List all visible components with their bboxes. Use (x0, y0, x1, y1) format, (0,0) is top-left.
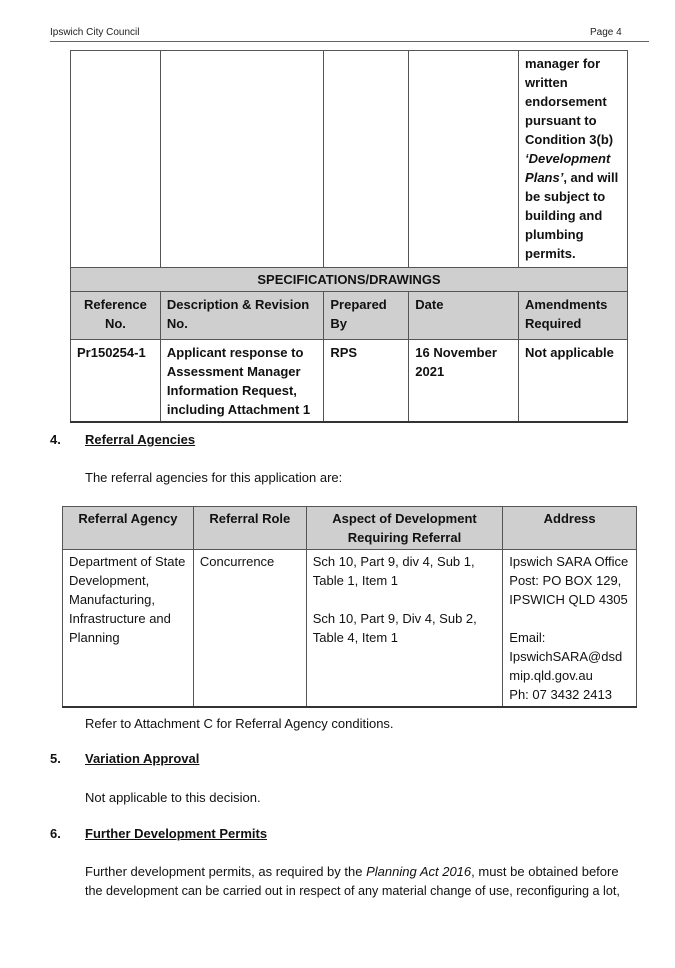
table-row (71, 51, 628, 268)
section-title-row (71, 268, 628, 292)
section-5-number: 5. (50, 751, 61, 766)
condition-continued-text: manager for written endorsement pursuant to Condition 3(b) ‘Development Plans’, and will be subject to building and plumbing permits. (519, 51, 628, 268)
col-header-reference: Reference No. (71, 292, 161, 340)
col-header-description: Description & Revision No. (160, 292, 323, 340)
section-4-number: 4. (50, 432, 61, 447)
cell-prepared-by: RPS (324, 340, 409, 423)
cell-date: 16 November 2021 (409, 340, 519, 423)
col-header-aspect: Aspect of Development Requiring Referral (306, 507, 503, 550)
cell-role: Concurrence (193, 550, 306, 708)
cell-reference: Pr150254-1 (71, 340, 161, 423)
referral-agencies-table (62, 506, 637, 708)
col-header-amendments: Amendments Required (519, 292, 628, 340)
cell-agency: Department of State Development, Manufacturing, Infrastructure and Planning (63, 550, 194, 708)
cell-amendments: Not applicable (519, 340, 628, 423)
section-4-title: Referral Agencies (85, 432, 196, 447)
section-6-title: Further Development Permits (85, 826, 268, 841)
table-header-row (63, 507, 637, 550)
section-5-text: Not applicable to this decision. (85, 790, 261, 805)
col-header-date: Date (409, 292, 519, 340)
col-header-address: Address (503, 507, 637, 550)
table-header-row (71, 292, 628, 340)
header-council-name: Ipswich City Council (50, 27, 140, 38)
cell-description: Applicant response to Assessment Manager Information Request, including Attachment 1 (160, 340, 323, 423)
table-row (71, 340, 628, 423)
section-title: SPECIFICATIONS/DRAWINGS (71, 268, 628, 292)
referral-note: Refer to Attachment C for Referral Agency conditions. (85, 716, 394, 731)
header-divider (50, 41, 649, 42)
cell-address: Ipswich SARA Office Post: PO BOX 129, IPSWICH QLD 4305 Email: IpswichSARA@dsdmip.qld.gov.au Ph: 07 3432 2413 (503, 550, 637, 708)
section-5-title: Variation Approval (85, 751, 200, 766)
col-header-role: Referral Role (193, 507, 306, 550)
section-6-line-2: the development can be carried out in respect of any material change of use, reconfiguring a lot, (85, 884, 620, 898)
col-header-prepared-by: Prepared By (324, 292, 409, 340)
table-row (63, 550, 637, 708)
col-header-agency: Referral Agency (63, 507, 194, 550)
section-6-number: 6. (50, 826, 61, 841)
specifications-table (70, 50, 628, 423)
section-4-intro: The referral agencies for this application are: (85, 470, 343, 485)
section-6-line-1: Further development permits, as required by the Planning Act 2016, must be obtained before (85, 864, 619, 879)
email-address: IpswichSARA@dsdmip.qld.gov.au (509, 649, 623, 683)
phone-number: Ph: 07 3432 2413 (509, 687, 612, 702)
header-page-number: Page 4 (590, 27, 622, 38)
cell-aspect: Sch 10, Part 9, div 4, Sub 1, Table 1, Item 1 Sch 10, Part 9, Div 4, Sub 2, Table 4, Item 1 (306, 550, 503, 708)
